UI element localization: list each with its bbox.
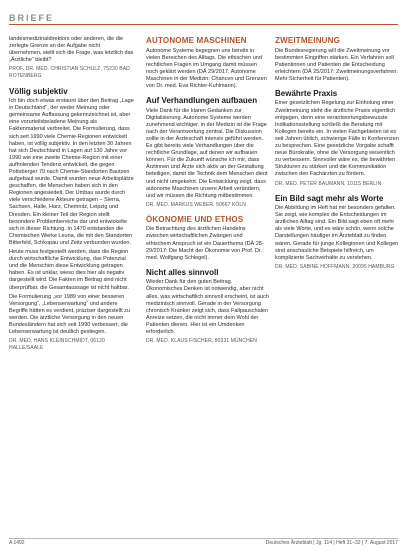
column-2 [146,36,269,351]
letter-paragraph: Viele Dank für die klaren Gedanken zur Digitalisierung. Autonome Systeme werden zunehmend wichtiger, in der Medizin ist die Frage nach der Verantwortung zentral. Die Diskussion sollte in der Ärzteschaft intensiv geführt werden. Es gibt bereits viele Verhandlungen über die rechtliche Grundlage, auf denen wir aufbauen können. Für die Zukunft wünsche ich mir, dass Ärztinnen und Ärzte sich aktiv an der Gestaltung beteiligen, damit die Technik dem Menschen dient und nicht umgekehrt. Die Entwicklung zeigt, dass autonome Maschinen unsere Arbeit verändern, und wir müssen die Richtung mitbestimmen. [146,107,268,199]
intro-text: landesmedizinaldirektors oder anderen, die die zerlegte Grenze an der Aufgabe nicht übernehmen, stellt sich die Frage, was letztlich das „Ärztliche“ bleibt? [9,36,134,64]
footer-rule [9,538,398,539]
column-3 [275,36,399,277]
letter-paragraph: Ich bin doch etwas erstaunt über den Beitrag „Lage in Deutschland“, der weder Meinung oder gemeinsame Auffassung gekennzeichnet ist, aber eine vorurteilsbeladene Meinung als Faktenmaterial verbreitet. Die Formulierung, dass sich seit 1990 viele Chemie-Regionen entwickelt haben, ist völlig subjektiv. In den letzten 30 Jahren hat sich Deutschland in Lagen auf 130 Jahre vor 1990 wie eine zweite Chemie-Region mit einer aufholenden Tendenz entwickelt, die gegen Pottsberger 70 nach Chemie-Standorten Bautzen aufgebaut wurde. Damit wurden neue Arbeitsplätze geschaffen, die Menschen haben sich in den Regionen angesiedelt. Der Umbau wurde durch viele verschiedene Akteure getragen – Sierra, Sachsen, Halle, Harz, Chemnitz, Leipzig und Dresden. Ein kleiner Teil der Region stellt besondere Problembereiche dar und entwickelte sich in dieser Richtung. In 1470 entstanden die Chemischen Werke Leuna, die mit den Standorten Bitterfeld, Schkopau und Zeitz verbunden wurden. [9,98,134,246]
letter-signature: DR. MED. PETER BAUMANN, 10115 BERLIN [275,180,382,187]
letter-paragraph: Einer gesetzlichen Regelung zur Einholung einer Zweitmeinung steht die ärztliche Praxis eigentlich entgegen, denn eine verantwortungsbewusste Indikationsstellung schließt die Beratung mit Kollegen bereits ein. In vielen Fachgebieten ist es seit Jahren üblich, schwierige Fälle in Konferenzen zu besprechen. Eine gesetzliche Vorgabe schafft neue Bürokratie, ohne die Versorgung wesentlich zu verbessern. Sinnvoller wäre es, die bewährten Strukturen zu stärken und die Kommunikation zwischen den Fachärzten zu fördern. [275,100,399,178]
topic-intro: Autonome Systeme begegnen uns bereits in vielen Bereichen des Alltags. Die ethischen und rechtlichen Fragen im Umgang damit müssen noch geklärt werden (DÄ 29/2017: Autonome Maschinen in der Medizin: Chancen und Grenzen von Dr. med. Eva Richter-Kuhlmann). [146,47,267,89]
letter-paragraph: Heute muss festgestellt werden, dass die Region durch wirtschaftliche Entwicklung, das Potenzial und die Menschen diese Entwicklung getragen haben. Es ist unklar, wieso dies hier als negativ dargestellt wird. Die Fakten im Beitrag sind nicht überprüfbar, die Gesamtaussage ist nicht haltbar. [9,249,129,291]
topic-heading: AUTONOME MASCHINEN [146,36,247,45]
letter-heading: Ein Bild sagt mehr als Worte [275,193,384,203]
letter-heading: Auf Verhandlungen aufbauen [146,96,258,106]
letter-heading: Nicht alles sinnvoll [146,267,219,277]
letter-signature: DR. MED. MARKUS WEBER, 50667 KÖLN [146,201,246,208]
letter-heading: Bewährte Praxis [275,88,338,98]
letter-paragraph: Die Formulierung „vor 1989 von einer besseren Versorgung“, „Lebenserwartung“ und andere Begriffe hätten es verdient, präziser dargestellt zu werden. Die ärztliche Versorgung in den neuen Bundesländern hat sich seit 1990 verbessert, die Lebenserwartung ist deutlich gestiegen. [9,293,130,336]
letter-signature: DR. MED. KLAUS FISCHER, 80331 MÜNCHEN [146,338,257,345]
journal-citation: Deutsches Ärzteblatt | Jg. 114 | Heft 31–32 | 7. August 2017 [265,540,398,546]
letter-paragraph: Die Abbildung im Heft hat mir besonders gefallen. Sie zeigt, wie komplex die Entscheidungen im ärztlichen Alltag sind. Ein Bild sagt eben oft mehr als viele Worte, und es wäre schön, wenn solche Darstellungen häufiger im Ärzteblatt zu finden wären. Gerade für junge Kolleginnen und Kollegen sind anschauliche Beispiele hilfreich, um komplizierte Sachverhalte zu verstehen. [275,205,399,261]
topic-intro: Die Bundesregierung will die Zweitmeinung vor bestimmten Eingriffen stärken. Ein Verfahren soll Patientinnen und Patienten die Entscheidung erleichtern (DÄ 25/2017: Zweitmeinungsverfahren: Mehr Sicherheit für Patienten). [275,47,398,82]
topic-intro: Die Betrachtung des ärztlichen Handelns zwischen wirtschaftlichen Zwängen und ethischem Anspruch ist ein Dauerthema (DÄ 28-29/2017: Die Macht der Ökonomie von Prof. Dr. med. Wolfgang Schlegel). [146,226,264,261]
letter-signature: DR. MED. SABINE HOFFMANN, 20095 HAMBURG [275,263,395,270]
intro-signature: PROF. DR. MED. CHRISTIAN SCHULZ, 75230 BAD ROTENBERG [9,66,130,80]
page-header [0,0,407,28]
topic-heading: ZWEITMEINUNG [275,36,341,45]
page-number: A 1492 [9,540,25,546]
letter-heading: Völlig subjektiv [9,86,68,96]
column-1 [9,36,134,358]
letter-signature: DR. MED. HANS KLEINSCHMIDT, 06120 HALLE/SAALE [9,338,105,352]
letter-paragraph: Wieder Dank für den guten Beitrag. Ökonomisches Denken ist notwendig, aber nicht alles, was wirtschaftlich sinnvoll erscheint, ist auch medizinisch sinnvoll. Gerade in der Versorgung chronisch Kranker zeigt sich, dass Fallpauschalen Anreize setzen, die nicht immer dem Wohl der Patienten dienen. Hier ist ein Umdenken erforderlich. [146,279,269,335]
topic-heading: ÖKONOMIE UND ETHOS [146,214,244,224]
header-rule [9,24,398,25]
section-title: BRIEFE [9,13,55,23]
